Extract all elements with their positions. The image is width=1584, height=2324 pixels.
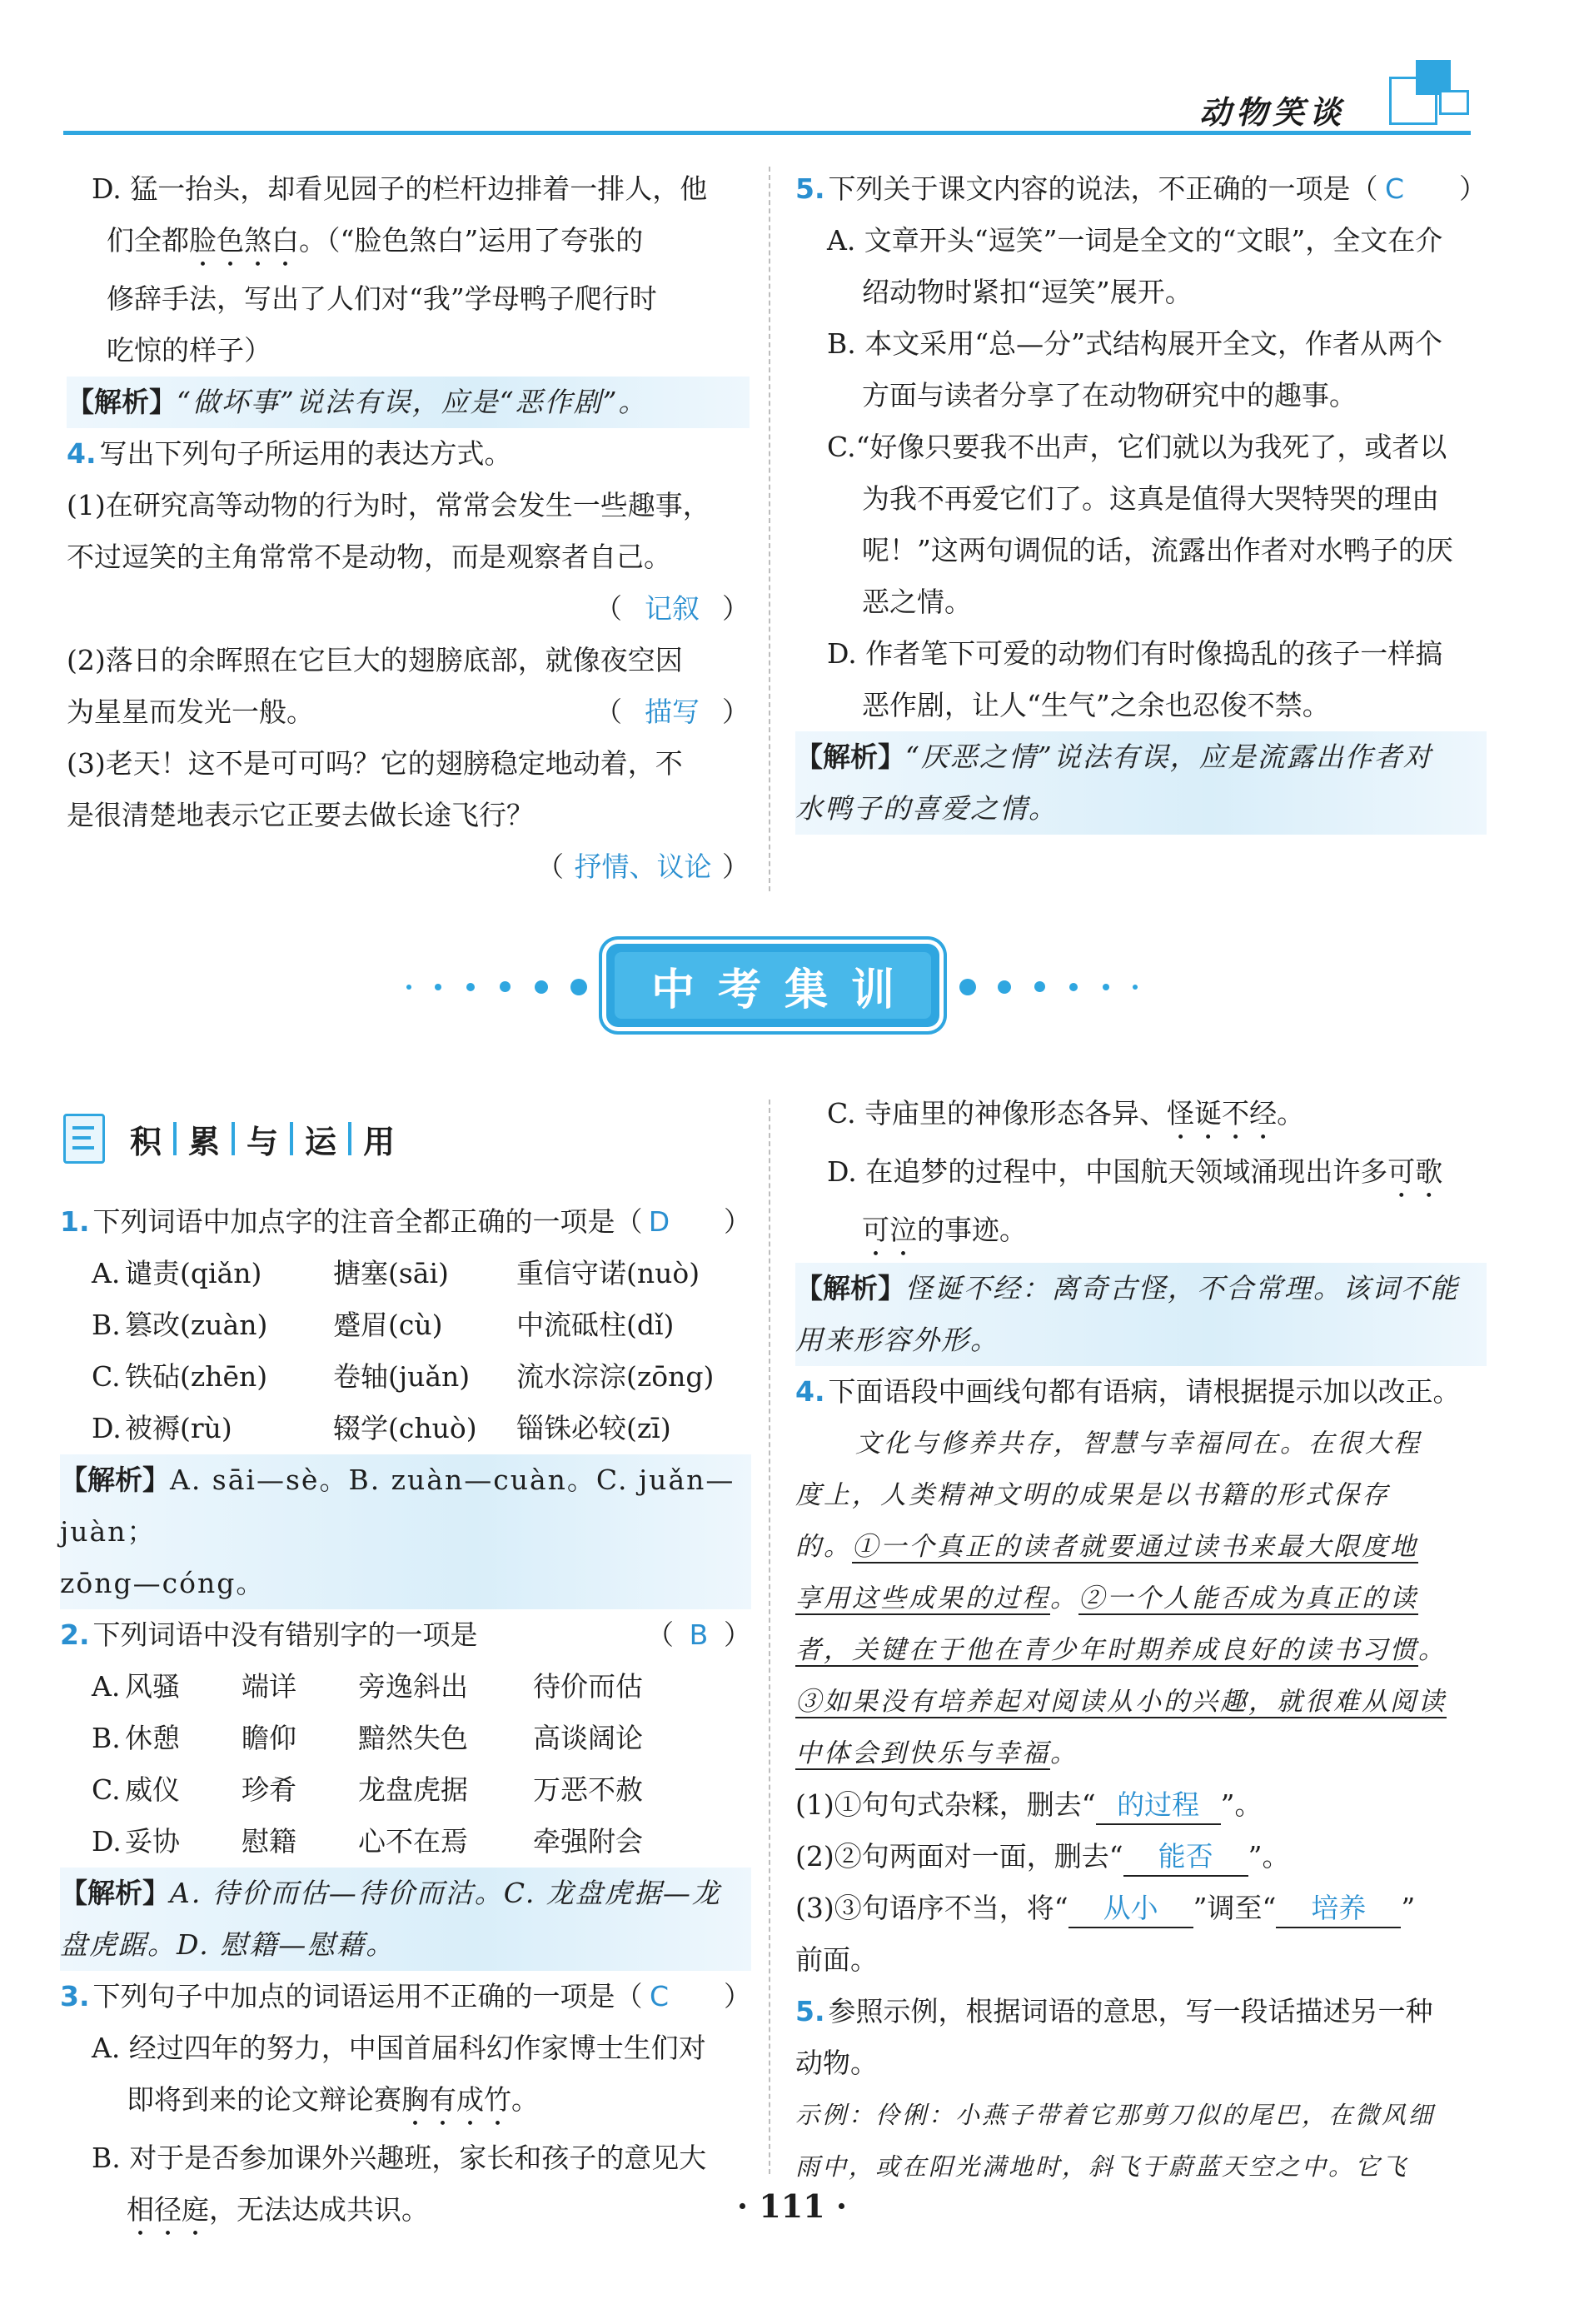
q1-option-letter: D. — [92, 1412, 122, 1444]
q3-explanation: 【解析】“做坏事”说法有误，应是“恶作剧”。 — [67, 377, 750, 428]
q3-option-d-line: 修辞手法，写出了人们对“我”学母鸭子爬行时 — [107, 282, 657, 315]
q1-option-letter: B. — [92, 1309, 121, 1341]
q5-option-c: C.“好像只要我不出声，它们就以为我死了，或者以 — [827, 431, 1447, 463]
q3-option-a: A. 经过四年的努力，中国首届科幻作家博士生们对 — [92, 2032, 706, 2064]
q5-option-b: 方面与读者分享了在动物研究中的趣事。 — [862, 379, 1357, 411]
underlined-sentence: ③如果没有培养起对阅读从小的兴趣，就很难从阅读 — [795, 1687, 1447, 1717]
q1-option-item: 锱铢必较(zī) — [516, 1412, 671, 1444]
q2-option-letter: C. — [92, 1773, 121, 1806]
banner-dot — [466, 983, 475, 991]
q4-sub-1: (1)①句句式杂糅，删去“ 的过程 ”。 — [795, 1779, 1487, 1831]
q5-option-d: 恶作剧，让人“生气”之余也忍俊不禁。 — [862, 689, 1330, 721]
dotted-phrase: 怪诞不经 — [1167, 1097, 1278, 1130]
q1-option-row — [92, 1403, 751, 1454]
q4-stem: 4. 写出下列句子所运用的表达方式。 — [67, 437, 512, 470]
q3-option-d-line: D. 猛一抬头，却看见园子的栏杆边排着一排人，他 — [92, 172, 708, 205]
q3-option-b: 相径庭，无法达成共识。 — [127, 2193, 429, 2226]
column-divider — [769, 167, 770, 891]
q1-option-item: 重信守诺(nuò) — [516, 1257, 700, 1289]
q2-option-item: 休憩 — [125, 1722, 180, 1754]
banner-title: 中考集训 — [615, 952, 931, 1019]
q2-option-item: 高谈阔论 — [533, 1722, 643, 1754]
passage-line: 中体会到快乐与幸福。 — [795, 1738, 1078, 1768]
q2-option-item: 端详 — [242, 1670, 296, 1703]
q1-options — [60, 1248, 751, 1454]
q2-option-letter: D. — [92, 1825, 122, 1858]
section-banner — [400, 940, 1183, 1031]
dotted-phrase: 相径庭 — [127, 2193, 209, 2226]
q3-option-d: 可泣的事迹。 — [862, 1214, 1027, 1246]
banner-dot — [435, 984, 441, 990]
q3-option-d-line: 吃惊的样子） — [107, 334, 271, 367]
page-number: · 111 · — [736, 2187, 848, 2225]
q2-option-item: 龙盘虎据 — [358, 1773, 468, 1806]
q5-option-d: D. 作者笔下可爱的动物们有时像捣乱的孩子一样搞 — [827, 637, 1443, 670]
dotted-phrase: 可泣 — [862, 1214, 917, 1246]
q1-option-letter: C. — [92, 1360, 121, 1393]
q1-option-item: 被褥(rù) — [125, 1412, 232, 1444]
banner-dot — [570, 979, 587, 995]
q4-3-line: 是很清楚地表示它正要去做长途飞行？ — [67, 799, 534, 831]
banner-dot — [500, 981, 511, 992]
q1-stem: 1. 下列词语中加点字的注音全都正确的一项是（ D ） — [60, 1196, 751, 1248]
banner-dot — [1103, 984, 1109, 990]
q1-option-item: 中流砥柱(dǐ) — [516, 1309, 675, 1341]
q2-option-item: 黯然失色 — [358, 1722, 468, 1754]
bottom-left-column — [60, 1196, 751, 2242]
q2-option-item: 旁逸斜出 — [358, 1670, 468, 1703]
q2-option-letter: A. — [92, 1670, 121, 1703]
section-heading-char: 积 — [130, 1123, 162, 1160]
q4-3-answer-line: （ 抒情、议论 ） — [67, 841, 750, 893]
q2-explanation: 【解析】A. 待价而估—待价而沽。C. 龙盘虎据—龙 — [60, 1868, 751, 1919]
q2-stem: 2. 下列词语中没有错别字的一项是 （ B ） — [60, 1609, 751, 1661]
q4-sub-3-answer-1: 从小 — [1068, 1890, 1193, 1928]
q3-answer: C — [649, 1980, 670, 2012]
q2-option-row — [92, 1661, 751, 1713]
q2-option-item: 牵强附会 — [533, 1825, 643, 1858]
q4-stem: 4. 下面语段中画线句都有语病，请根据提示加以改正。 — [795, 1375, 1461, 1408]
q5-stem: 5. 参照示例，根据词语的意思，写一段话描述另一种 — [795, 1995, 1433, 2027]
underlined-sentence: ①一个真正的读者就要通过读书来最大限度地 — [852, 1532, 1418, 1562]
q1-option-row — [92, 1299, 751, 1351]
q2-answer: B — [689, 1618, 709, 1651]
passage-line: 文化与修养共存，智慧与幸福同在。在很大程 — [855, 1429, 1422, 1459]
banner-dot — [998, 980, 1011, 994]
passage-line: 度上，人类精神文明的成果是以书籍的形式保存 — [795, 1480, 1390, 1510]
q5-example-line: 雨中，或在阳光满地时，斜飞于蔚蓝天空之中。它飞 — [795, 2152, 1409, 2181]
q1-explanation: 【解析】A. sāi—sè。B. zuàn—cuàn。C. juǎn—juàn； — [60, 1454, 751, 1558]
section-heading-char: 与 — [247, 1123, 279, 1160]
q5-explanation: 水鸭子的喜爱之情。 — [795, 783, 1487, 835]
q2-options — [60, 1661, 751, 1868]
q3-option-a: 即将到来的论文辩论赛胸有成竹。 — [127, 2083, 539, 2116]
q3-explanation: 【解析】怪诞不经：离奇古怪，不合常理。该词不能 — [795, 1263, 1487, 1314]
q4-1-line: 不过逗笑的主角常常不是动物，而是观察者自己。 — [67, 541, 671, 573]
q2-option-item: 慰籍 — [242, 1825, 296, 1858]
q4-sub-3: 前面。 — [795, 1943, 878, 1976]
q4-1-answer: 记叙 — [645, 592, 700, 625]
passage-line: 的。①一个真正的读者就要通过读书来最大限度地 — [795, 1532, 1418, 1562]
q1-option-row — [92, 1248, 751, 1299]
q3-option-b: B. 对于是否参加课外兴趣班，家长和孩子的意见大 — [92, 2142, 707, 2174]
q1-option-item: 卷轴(juǎn) — [333, 1360, 471, 1393]
banner-dot — [1034, 981, 1045, 992]
q1-option-item: 铁砧(zhēn) — [125, 1360, 268, 1393]
banner-dot — [535, 980, 548, 994]
q4-2-answer: 描写 — [645, 696, 700, 728]
top-right-column — [795, 163, 1487, 835]
q2-option-item: 万恶不赦 — [533, 1773, 643, 1806]
q2-option-item: 心不在焉 — [358, 1825, 468, 1858]
dotted-phrase: 脸色煞白 — [189, 224, 299, 257]
q4-sub-3: (3)③句语序不当，将“ 从小 ”调至“ 培养 ” — [795, 1883, 1487, 1934]
q3-option-d-line: 们全都脸色煞白。（“脸色煞白”运用了夸张的 — [107, 224, 644, 257]
q4-3-answer: 抒情、议论 — [574, 850, 712, 883]
passage-line: 享用这些成果的过程。②一个人能否成为真正的读 — [795, 1583, 1418, 1613]
notebook-icon — [63, 1114, 105, 1164]
q5-option-c: 为我不再爱它们了。这真是值得大哭特哭的理由 — [862, 482, 1439, 515]
section-heading-char: 运 — [305, 1123, 337, 1160]
q5-explanation: 【解析】“厌恶之情”说法有误，应是流露出作者对 — [795, 731, 1487, 783]
q3-option-d: D. 在追梦的过程中，中国航天领域涌现出许多可歌 — [827, 1155, 1443, 1188]
column-divider — [769, 1100, 770, 2174]
section-heading-char: 用 — [363, 1123, 396, 1160]
q1-explanation: zōng—cóng。 — [60, 1558, 751, 1609]
top-left-column — [67, 163, 750, 893]
header-title: 动物笑谈 — [1199, 94, 1347, 131]
q1-option-item: 篡改(zuàn) — [125, 1309, 268, 1341]
underlined-sentence: ②一个人能否成为真正的读 — [1078, 1583, 1418, 1613]
q5-option-a: A. 文章开头“逗笑”一词是全文的“文眼”，全文在介 — [827, 224, 1443, 257]
q5-stem: 动物。 — [795, 2047, 878, 2079]
q2-option-row — [92, 1764, 751, 1816]
underlined-sentence: 中体会到快乐与幸福 — [795, 1738, 1050, 1768]
passage-line: 者，关键在于他在青少年时期养成良好的读书习惯。 — [795, 1635, 1447, 1665]
q4-3-line: (3)老天！这不是可可吗？它的翅膀稳定地动着，不 — [67, 747, 683, 780]
q5-option-c: 呢！”这两句调侃的话，流露出作者对水鸭子的厌 — [862, 534, 1453, 566]
header-decoration-icon — [1439, 90, 1469, 115]
q1-option-item: 搪塞(sāi) — [333, 1257, 449, 1289]
q5-option-b: B. 本文采用“总—分”式结构展开全文，作者从两个 — [827, 327, 1442, 360]
dotted-phrase: 胸有成竹 — [401, 2083, 511, 2116]
q2-option-item: 威仪 — [125, 1773, 180, 1806]
section-heading-char: 累 — [188, 1123, 221, 1160]
q2-option-item: 妥协 — [125, 1825, 180, 1858]
banner-dot — [406, 985, 411, 990]
q2-option-item: 瞻仰 — [242, 1722, 296, 1754]
q1-option-item: 蹙眉(cù) — [333, 1309, 443, 1341]
q2-option-item: 待价而估 — [533, 1670, 643, 1703]
q3-option-c: C. 寺庙里的神像形态各异、怪诞不经。 — [827, 1097, 1305, 1130]
banner-box — [606, 944, 939, 1027]
q5-stem: 5. 下列关于课文内容的说法，不正确的一项是（ C ） — [795, 163, 1487, 215]
q4-sub-2-answer: 能否 — [1123, 1838, 1248, 1877]
underlined-sentence: 享用这些成果的过程 — [795, 1583, 1050, 1613]
q5-answer: C — [1384, 172, 1405, 205]
q2-option-item: 珍肴 — [242, 1773, 296, 1806]
q1-option-letter: A. — [92, 1257, 121, 1289]
q2-option-letter: B. — [92, 1722, 121, 1754]
q4-1-line: (1)在研究高等动物的行为时，常常会发生一些趣事， — [67, 489, 710, 521]
q5-option-a: 绍动物时紧扣“逗笑”展开。 — [862, 276, 1193, 308]
q1-option-row — [92, 1351, 751, 1403]
q3-stem: 3. 下列句子中加点的词语运用不正确的一项是（ C ） — [60, 1971, 751, 2022]
banner-dot — [1069, 983, 1078, 991]
q4-sub-3-answer-2: 培养 — [1276, 1890, 1401, 1928]
q3-explanation: 用来形容外形。 — [795, 1314, 1487, 1366]
q1-option-item: 辍学(chuò) — [333, 1412, 477, 1444]
underlined-sentence: 者，关键在于他在青少年时期养成良好的读书习惯 — [795, 1635, 1418, 1665]
q2-option-item: 风骚 — [125, 1670, 180, 1703]
dotted-phrase: 可歌 — [1387, 1155, 1443, 1188]
q5-option-c: 恶之情。 — [862, 586, 972, 618]
q5-example-line: 示例：伶俐：小燕子带着它那剪刀似的尾巴，在微风细 — [795, 2101, 1436, 2129]
q2-option-row — [92, 1816, 751, 1868]
bottom-right-column — [795, 1088, 1487, 2192]
q2-option-row — [92, 1713, 751, 1764]
q4-sub-1-answer: 的过程 — [1096, 1787, 1221, 1825]
q4-2-line: (2)落日的余晖照在它巨大的翅膀底部，就像夜空因 — [67, 644, 683, 676]
section-heading — [63, 1110, 406, 1168]
passage-line — [795, 1676, 1487, 1728]
banner-dot — [959, 979, 976, 995]
q4-1-answer-line: （ 记叙 ） — [67, 583, 750, 635]
q4-sub-2: (2)②句两面对一面，删去“ 能否 ”。 — [795, 1831, 1487, 1883]
q4-2-line: 为星星而发光一般。 （ 描写 ） — [67, 686, 750, 738]
q1-answer: D — [648, 1205, 670, 1238]
q2-explanation: 盘虎踞。D. 慰籍—慰藉。 — [60, 1919, 751, 1971]
q1-option-item: 流水淙淙(zōng) — [516, 1360, 715, 1393]
banner-dot — [1133, 985, 1138, 990]
q1-option-item: 谴责(qiǎn) — [125, 1257, 262, 1289]
